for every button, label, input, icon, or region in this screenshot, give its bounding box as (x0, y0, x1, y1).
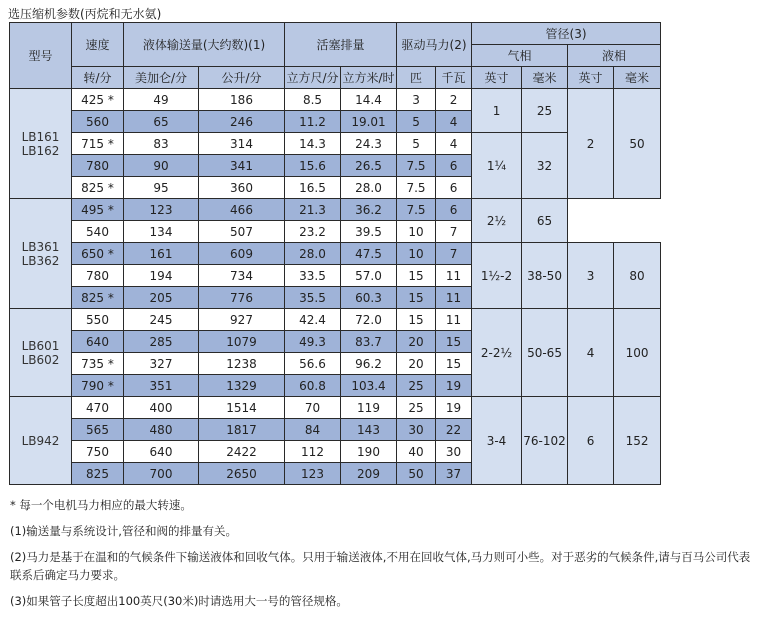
cell-gpm: 327 (124, 353, 199, 375)
cell-speed: 470 (72, 397, 124, 419)
header-units-row (10, 67, 661, 89)
cell-speed: 540 (72, 221, 124, 243)
model-name: LB942 (21, 433, 60, 448)
cell-gpm: 285 (124, 331, 199, 353)
header-drive-power: 驱动马力(2) (397, 23, 472, 67)
cell-hp: 10 (397, 221, 436, 243)
cell-kw: 37 (436, 463, 472, 485)
cell-lpm: 1514 (199, 397, 285, 419)
cell-lpm: 1079 (199, 331, 285, 353)
cell-cfm: 70 (285, 397, 341, 419)
cell-lpm: 186 (199, 89, 285, 111)
footnotes (10, 496, 755, 618)
cell-gpm: 480 (124, 419, 199, 441)
cell-cmh: 96.2 (341, 353, 397, 375)
cell-speed: 565 (72, 419, 124, 441)
cell-cfm: 42.4 (285, 309, 341, 331)
cell-lpm: 1238 (199, 353, 285, 375)
cell-hp: 25 (397, 397, 436, 419)
cell-lpm: 314 (199, 133, 285, 155)
cell-cmh: 119 (341, 397, 397, 419)
cell-hp: 5 (397, 133, 436, 155)
compressor-spec-table (9, 22, 661, 485)
cell-kw: 7 (436, 221, 472, 243)
cell-cmh: 47.5 (341, 243, 397, 265)
cell-speed: 495 * (72, 199, 124, 221)
cell-gpm: 245 (124, 309, 199, 331)
unit-lpm: 公升/分 (199, 67, 285, 89)
cell-cfm: 11.2 (285, 111, 341, 133)
cell-hp: 3 (397, 89, 436, 111)
cell-speed: 560 (72, 111, 124, 133)
model-cell (10, 89, 72, 199)
cell-liquid-mm: 152 (614, 397, 661, 485)
cell-gpm: 700 (124, 463, 199, 485)
table-row (10, 243, 661, 265)
cell-liquid-mm: 50 (614, 89, 661, 199)
cell-cfm: 60.8 (285, 375, 341, 397)
cell-lpm: 507 (199, 221, 285, 243)
table-row (10, 309, 661, 331)
model-name: LB601 (21, 338, 60, 353)
cell-cfm: 56.6 (285, 353, 341, 375)
header-row-1 (10, 23, 661, 45)
table-row (10, 397, 661, 419)
cell-kw: 30 (436, 441, 472, 463)
cell-hp: 5 (397, 111, 436, 133)
cell-kw: 11 (436, 287, 472, 309)
cell-lpm: 341 (199, 155, 285, 177)
cell-cfm: 16.5 (285, 177, 341, 199)
cell-cmh: 190 (341, 441, 397, 463)
model-cell (10, 199, 72, 309)
header-liquid-phase: 液相 (568, 45, 661, 67)
cell-cfm: 8.5 (285, 89, 341, 111)
cell-kw: 4 (436, 133, 472, 155)
cell-cmh: 28.0 (341, 177, 397, 199)
table-caption: 选压缩机参数(丙烷和无水氨) (8, 7, 162, 21)
cell-cmh: 57.0 (341, 265, 397, 287)
cell-cmh: 72.0 (341, 309, 397, 331)
cell-gpm: 205 (124, 287, 199, 309)
cell-speed: 790 * (72, 375, 124, 397)
cell-hp: 20 (397, 353, 436, 375)
cell-gas-mm: 38-50 (522, 243, 568, 309)
unit-cfm: 立方尺/分 (285, 67, 341, 89)
cell-lpm: 734 (199, 265, 285, 287)
note-2: (2)马力是基于在温和的气候条件下输送液体和回收气体。只用于输送液体,不用在回收气体,马力则可小些。对于恶劣的气候条件,请与百马公司代表联系后确定马力要求。 (10, 550, 751, 582)
cell-hp: 7.5 (397, 199, 436, 221)
cell-liquid-inch: 4 (568, 309, 614, 397)
cell-cmh: 36.2 (341, 199, 397, 221)
cell-liquid-inch: 3 (568, 243, 614, 309)
cell-liquid-inch: 2½ (472, 199, 522, 243)
cell-cfm: 123 (285, 463, 341, 485)
cell-lpm: 2422 (199, 441, 285, 463)
cell-kw: 15 (436, 331, 472, 353)
unit-liquid-mm: 毫米 (614, 67, 661, 89)
cell-liquid-inch: 6 (568, 397, 614, 485)
header-piston-displacement: 活塞排量 (285, 23, 397, 67)
cell-gpm: 65 (124, 111, 199, 133)
cell-cmh: 209 (341, 463, 397, 485)
model-cell (10, 397, 72, 485)
cell-gpm: 400 (124, 397, 199, 419)
cell-cfm: 23.2 (285, 221, 341, 243)
cell-kw: 6 (436, 199, 472, 221)
unit-kw: 千瓦 (436, 67, 472, 89)
cell-cfm: 112 (285, 441, 341, 463)
cell-cmh: 103.4 (341, 375, 397, 397)
table-row (10, 199, 661, 221)
header-gas-phase: 气相 (472, 45, 568, 67)
cell-kw: 4 (436, 111, 472, 133)
cell-gpm: 161 (124, 243, 199, 265)
cell-hp: 40 (397, 441, 436, 463)
cell-speed: 550 (72, 309, 124, 331)
cell-lpm: 1817 (199, 419, 285, 441)
cell-hp: 15 (397, 265, 436, 287)
cell-hp: 50 (397, 463, 436, 485)
cell-gas-mm: 50-65 (522, 309, 568, 397)
cell-speed: 640 (72, 331, 124, 353)
cell-speed: 750 (72, 441, 124, 463)
cell-kw: 11 (436, 309, 472, 331)
cell-cmh: 60.3 (341, 287, 397, 309)
unit-rpm: 转/分 (72, 67, 124, 89)
cell-lpm: 927 (199, 309, 285, 331)
header-pipe-size: 管径(3) (472, 23, 661, 45)
table-row (10, 133, 661, 155)
cell-cmh: 143 (341, 419, 397, 441)
cell-kw: 22 (436, 419, 472, 441)
cell-gas-mm: 76-102 (522, 397, 568, 485)
cell-kw: 6 (436, 155, 472, 177)
model-cell (10, 309, 72, 397)
cell-lpm: 466 (199, 199, 285, 221)
header-model: 型号 (10, 23, 72, 89)
table-row (10, 89, 661, 111)
cell-speed: 650 * (72, 243, 124, 265)
cell-hp: 7.5 (397, 155, 436, 177)
cell-cfm: 84 (285, 419, 341, 441)
model-name: LB362 (21, 253, 60, 268)
cell-lpm: 609 (199, 243, 285, 265)
cell-kw: 7 (436, 243, 472, 265)
cell-hp: 15 (397, 309, 436, 331)
unit-gpm: 美加仑/分 (124, 67, 199, 89)
cell-speed: 780 (72, 155, 124, 177)
cell-gpm: 95 (124, 177, 199, 199)
cell-gas-inch: 2-2½ (472, 309, 522, 397)
header-speed: 速度 (72, 23, 124, 67)
cell-cfm: 49.3 (285, 331, 341, 353)
cell-liquid-mm: 80 (614, 243, 661, 309)
cell-hp: 20 (397, 331, 436, 353)
cell-gas-inch: 1 (472, 89, 522, 133)
cell-hp: 30 (397, 419, 436, 441)
cell-hp: 25 (397, 375, 436, 397)
cell-cfm: 14.3 (285, 133, 341, 155)
cell-cmh: 19.01 (341, 111, 397, 133)
note-asterisk: * 每一个电机马力相应的最大转速。 (10, 498, 192, 512)
cell-gas-inch: 1¼ (472, 133, 522, 199)
cell-gas-inch: 1½-2 (472, 243, 522, 309)
cell-liquid-mm: 100 (614, 309, 661, 397)
cell-cmh: 83.7 (341, 331, 397, 353)
cell-speed: 715 * (72, 133, 124, 155)
model-name: LB162 (21, 143, 60, 158)
cell-gpm: 90 (124, 155, 199, 177)
cell-cmh: 14.4 (341, 89, 397, 111)
cell-lpm: 360 (199, 177, 285, 199)
cell-speed: 425 * (72, 89, 124, 111)
cell-speed: 735 * (72, 353, 124, 375)
cell-lpm: 776 (199, 287, 285, 309)
cell-hp: 10 (397, 243, 436, 265)
note-3: (3)如果管子长度超出100英尺(30米)时请选用大一号的管径规格。 (10, 594, 348, 608)
cell-gas-mm: 32 (522, 133, 568, 199)
cell-speed: 825 * (72, 287, 124, 309)
cell-liquid-mm: 65 (522, 199, 568, 243)
cell-hp: 7.5 (397, 177, 436, 199)
cell-gpm: 49 (124, 89, 199, 111)
cell-gas-inch: 3-4 (472, 397, 522, 485)
cell-gpm: 194 (124, 265, 199, 287)
cell-cfm: 28.0 (285, 243, 341, 265)
cell-gpm: 351 (124, 375, 199, 397)
cell-cfm: 21.3 (285, 199, 341, 221)
cell-lpm: 2650 (199, 463, 285, 485)
model-name: LB161 (21, 129, 60, 144)
unit-gas-mm: 毫米 (522, 67, 568, 89)
model-name: LB361 (21, 239, 60, 254)
cell-cfm: 33.5 (285, 265, 341, 287)
cell-hp: 15 (397, 287, 436, 309)
cell-cfm: 15.6 (285, 155, 341, 177)
unit-gas-inch: 英寸 (472, 67, 522, 89)
cell-kw: 19 (436, 375, 472, 397)
cell-liquid-inch: 2 (568, 89, 614, 199)
cell-kw: 6 (436, 177, 472, 199)
cell-lpm: 1329 (199, 375, 285, 397)
unit-hp: 匹 (397, 67, 436, 89)
cell-gpm: 640 (124, 441, 199, 463)
model-name: LB602 (21, 352, 60, 367)
unit-liquid-inch: 英寸 (568, 67, 614, 89)
cell-gas-mm: 25 (522, 89, 568, 133)
cell-gpm: 134 (124, 221, 199, 243)
note-1: (1)输送量与系统设计,管径和阀的排量有关。 (10, 524, 237, 538)
cell-kw: 15 (436, 353, 472, 375)
cell-speed: 780 (72, 265, 124, 287)
cell-cmh: 39.5 (341, 221, 397, 243)
cell-cmh: 24.3 (341, 133, 397, 155)
header-liquid-volume: 液体输送量(大约数)(1) (124, 23, 285, 67)
cell-gpm: 123 (124, 199, 199, 221)
cell-gpm: 83 (124, 133, 199, 155)
cell-speed: 825 (72, 463, 124, 485)
cell-kw: 11 (436, 265, 472, 287)
cell-kw: 19 (436, 397, 472, 419)
cell-lpm: 246 (199, 111, 285, 133)
cell-speed: 825 * (72, 177, 124, 199)
cell-cmh: 26.5 (341, 155, 397, 177)
cell-kw: 2 (436, 89, 472, 111)
unit-cmh: 立方米/时 (341, 67, 397, 89)
cell-cfm: 35.5 (285, 287, 341, 309)
